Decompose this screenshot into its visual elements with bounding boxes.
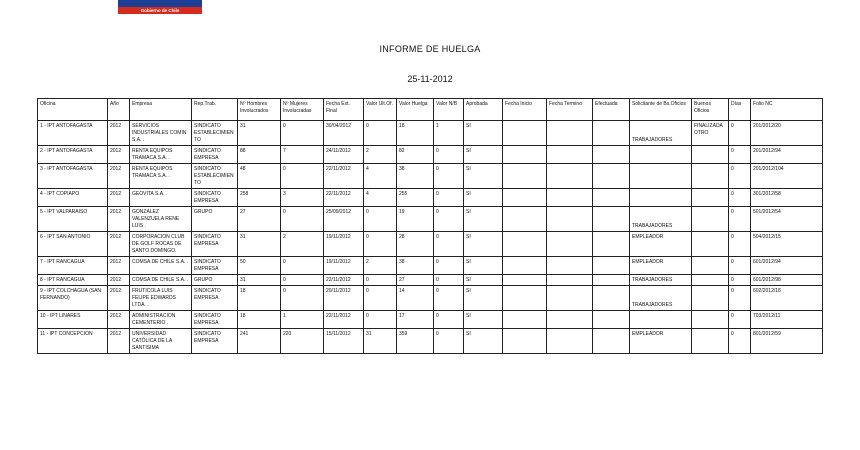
table-row [38, 189, 823, 207]
table-cell [593, 286, 630, 311]
table-cell: 31 [238, 232, 281, 257]
table-cell: 4 [364, 164, 397, 189]
table-cell: 14 [397, 286, 434, 311]
table-row [38, 207, 823, 232]
table-cell: 50 [238, 257, 281, 275]
table-cell: 2012 [108, 189, 130, 207]
column-header: Fecha Inicio [503, 99, 547, 121]
report-date: 25-11-2012 [407, 74, 453, 84]
table-row [38, 329, 823, 354]
table-cell: 38 [397, 257, 434, 275]
table-cell [593, 164, 630, 189]
table-cell: 11 - IPT CONCEPCION [38, 329, 108, 354]
table-cell: 0 [364, 275, 397, 286]
table-cell: 88 [238, 146, 281, 164]
table-cell: COMSA DE CHILE S.A. . [130, 275, 192, 286]
table-cell [503, 146, 547, 164]
table-cell: 22/11/2012 [324, 275, 364, 286]
table-cell [547, 286, 593, 311]
table-cell [503, 232, 547, 257]
table-cell: GRUPO [192, 207, 238, 232]
table-cell: 0 [434, 286, 464, 311]
table-cell: SI [464, 146, 503, 164]
table-cell: 2012 [108, 232, 130, 257]
table-cell: GEOVITA S.A. . [130, 189, 192, 207]
table-cell: 31 [238, 121, 281, 146]
table-cell [503, 164, 547, 189]
table-cell: 258 [238, 189, 281, 207]
table-cell: 201/2012/94 [751, 146, 823, 164]
table-cell: 0 [364, 207, 397, 232]
table-cell: 801/2012/59 [751, 329, 823, 354]
table-row [38, 121, 823, 146]
table-cell: SI [464, 189, 503, 207]
table-cell: 20/11/2012 [324, 286, 364, 311]
table-cell [593, 189, 630, 207]
table-cell [692, 329, 729, 354]
table-cell: 7 [281, 146, 324, 164]
table-cell [630, 164, 692, 189]
column-header: Empresa [130, 99, 192, 121]
table-cell: 4 - IPT COPIAPO [38, 189, 108, 207]
table-cell: TRABAJADORES [630, 275, 692, 286]
column-header: Fecha Termino [547, 99, 593, 121]
table-cell: 18 [238, 311, 281, 329]
table-cell: 22/11/2012 [324, 164, 364, 189]
table-cell: 22/11/2012 [324, 189, 364, 207]
column-header: Fecha Ext. Final [324, 99, 364, 121]
table-cell [692, 257, 729, 275]
table-cell: 0 [729, 146, 751, 164]
table-cell: RENTA EQUIPOS TRAMACA S.A. . [130, 146, 192, 164]
table-cell: 1 [281, 311, 324, 329]
table-cell: 220 [281, 329, 324, 354]
table-cell: 501/2012/54 [751, 207, 823, 232]
logo-text: Gobierno de Chile [140, 8, 180, 13]
table-cell: FRUTICOLA LUIS FELIPE EDWARDS LTDA. . [130, 286, 192, 311]
table-cell: 25/09/2012 [324, 207, 364, 232]
table-row [38, 275, 823, 286]
table-cell: 19/11/2012 [324, 257, 364, 275]
table-cell: SINDICATO EMPRESA [192, 311, 238, 329]
table-cell [503, 257, 547, 275]
table-cell: 28 [397, 232, 434, 257]
table-cell: 0 [434, 311, 464, 329]
table-cell: TRABAJADORES [630, 286, 692, 311]
column-header: Valor N/B [434, 99, 464, 121]
table-cell: 0 [281, 121, 324, 146]
table-cell: 2012 [108, 164, 130, 189]
table-cell: 2012 [108, 329, 130, 354]
table-row [38, 257, 823, 275]
strike-report-table [37, 98, 823, 354]
table-cell: SINDICATO EMPRESA [192, 146, 238, 164]
table-cell [692, 207, 729, 232]
table-cell: 0 [364, 121, 397, 146]
table-cell: 2 [281, 232, 324, 257]
table-cell: 82 [397, 146, 434, 164]
table-cell: SI [464, 164, 503, 189]
table-cell: 2012 [108, 311, 130, 329]
table-cell: UNIVERSIDAD CATÓLICA DE LA SANTISIMA [130, 329, 192, 354]
table-cell: SI [464, 275, 503, 286]
table-cell: 9 - IPT COLCHAGUA (SAN FERNANDO) [38, 286, 108, 311]
table-cell: 3 [281, 189, 324, 207]
table-cell: SI [464, 207, 503, 232]
table-cell: EMPLEADOR [630, 257, 692, 275]
table-cell: RENTA EQUIPOS TRAMACA S.A. . [130, 164, 192, 189]
table-cell: 30/04/2012 [324, 121, 364, 146]
table-cell: 0 [729, 275, 751, 286]
column-header: Valor Huelga [397, 99, 434, 121]
table-cell: 0 [729, 164, 751, 189]
table-cell: SINDICATO ESTABLECIMIENTO [192, 164, 238, 189]
table-cell [503, 121, 547, 146]
table-cell: 201/2012/104 [751, 164, 823, 189]
table-cell [692, 311, 729, 329]
column-header: Buenos Oficios [692, 99, 729, 121]
table-cell: 31 [238, 275, 281, 286]
table-cell [503, 329, 547, 354]
table-cell: ADMINISTRACION CEMENTERIO . [130, 311, 192, 329]
table-cell [692, 164, 729, 189]
table-cell: 2 - IPT ANTOFAGASTA [38, 146, 108, 164]
column-header: Nº Mujeres Involucradas [281, 99, 324, 121]
table-cell: EMPLEADOR [630, 232, 692, 257]
table-body [38, 121, 823, 354]
table-cell: 0 [729, 286, 751, 311]
column-header: Aprobada [464, 99, 503, 121]
table-cell [593, 121, 630, 146]
table-cell: SINDICATO EMPRESA [192, 329, 238, 354]
table-cell: 2012 [108, 275, 130, 286]
table-cell: 255 [397, 189, 434, 207]
table-cell: 602/2012/18 [751, 286, 823, 311]
table-cell: 2012 [108, 207, 130, 232]
table-cell: 301/2012/58 [751, 189, 823, 207]
table-cell: SI [464, 311, 503, 329]
table-cell: 10 - IPT LINARES [38, 311, 108, 329]
table-cell: 2012 [108, 257, 130, 275]
table-cell [593, 207, 630, 232]
table-header-row [38, 99, 823, 121]
table-cell: 0 [281, 275, 324, 286]
table-cell [503, 275, 547, 286]
table-cell [593, 311, 630, 329]
table-cell: 703/2012/11 [751, 311, 823, 329]
table-cell: 0 [364, 286, 397, 311]
table-cell: 2012 [108, 146, 130, 164]
table-row [38, 146, 823, 164]
table-cell: 27 [238, 207, 281, 232]
column-header: Nº Hombres Involucrados [238, 99, 281, 121]
table-cell: 15/11/2012 [324, 329, 364, 354]
table-row [38, 286, 823, 311]
column-header: Oficina [38, 99, 108, 121]
table-cell: 2012 [108, 286, 130, 311]
table-cell: 0 [729, 121, 751, 146]
table-cell [547, 275, 593, 286]
table-cell [547, 189, 593, 207]
table-cell: CORPORACION CLUB DE GOLF ROCAS DE SANTO DOMINGO. [130, 232, 192, 257]
table-cell: 0 [729, 329, 751, 354]
table-cell: 18 [397, 121, 434, 146]
table-cell [692, 286, 729, 311]
table-cell: 0 [434, 146, 464, 164]
table-cell: 27 [397, 275, 434, 286]
table-cell: SINDICATO ESTABLECIMIENTO [192, 121, 238, 146]
table-cell: SINDICATO EMPRESA [192, 257, 238, 275]
table-cell [547, 207, 593, 232]
table-cell: SI [464, 257, 503, 275]
government-logo [118, 0, 202, 14]
table-cell: COMSA DE CHILE S.A. . [130, 257, 192, 275]
table-cell [692, 275, 729, 286]
table-cell [503, 286, 547, 311]
table-cell: 601/2012/98 [751, 275, 823, 286]
table-cell: 1 - IPT ANTOFAGASTA [38, 121, 108, 146]
table-cell: GONZALEZ VALENZUELA RENE LUIS . [130, 207, 192, 232]
table-cell: 0 [281, 286, 324, 311]
table-cell [593, 257, 630, 275]
table-cell: 0 [729, 311, 751, 329]
table-cell: 0 [434, 275, 464, 286]
table-row [38, 311, 823, 329]
table-cell: 201/2012/20 [751, 121, 823, 146]
table-cell: 6 - IPT SAN ANTONIO [38, 232, 108, 257]
table-cell: 19/11/2012 [324, 232, 364, 257]
table-cell: 0 [729, 232, 751, 257]
table-cell: 0 [729, 189, 751, 207]
table-cell: 22/11/2012 [324, 311, 364, 329]
table-cell: TRABAJADORES [630, 207, 692, 232]
table-cell: 24/11/2012 [324, 146, 364, 164]
table-cell [547, 329, 593, 354]
table-cell: 0 [364, 232, 397, 257]
table-cell: 0 [364, 311, 397, 329]
table-cell: 504/2012/15 [751, 232, 823, 257]
table-cell: 601/2012/94 [751, 257, 823, 275]
table-cell: SI [464, 286, 503, 311]
table-cell [630, 311, 692, 329]
report-title: INFORME DE HUELGA [379, 44, 481, 54]
table-cell: 0 [729, 257, 751, 275]
column-header: Rep.Trab. [192, 99, 238, 121]
table-cell: 7 - IPT RANCAGUA [38, 257, 108, 275]
table-cell [547, 311, 593, 329]
table-cell: 31 [364, 329, 397, 354]
table-cell [547, 257, 593, 275]
table-cell [593, 275, 630, 286]
table-cell [547, 121, 593, 146]
table-cell: 0 [434, 232, 464, 257]
table-cell: SINDICATO EMPRESA [192, 286, 238, 311]
table-cell [503, 189, 547, 207]
table-cell: SINDICATO EMPRESA [192, 232, 238, 257]
table-cell [593, 329, 630, 354]
table-cell: 0 [434, 257, 464, 275]
table-cell: SI [464, 329, 503, 354]
table-cell: 48 [238, 164, 281, 189]
table-cell: 359 [397, 329, 434, 354]
table-cell: SERVICIOS INDUSTRIALES COMIN S.A. . [130, 121, 192, 146]
table-cell: FINALIZADA OTRO [692, 121, 729, 146]
table-cell: 8 - IPT RANCAGUA [38, 275, 108, 286]
table-cell: 0 [729, 207, 751, 232]
table-cell: 18 [238, 286, 281, 311]
table-cell: SI [464, 232, 503, 257]
table-cell [503, 207, 547, 232]
table-cell: 0 [434, 207, 464, 232]
table-cell: GRUPO [192, 275, 238, 286]
table-cell [503, 311, 547, 329]
table-cell: 3 - IPT ANTOFAGASTA [38, 164, 108, 189]
table-cell: 5 - IPT VALPARAISO [38, 207, 108, 232]
table-cell: 2 [364, 257, 397, 275]
table-cell: 241 [238, 329, 281, 354]
column-header: Efectuada [593, 99, 630, 121]
column-header: Folio NC [751, 99, 823, 121]
table-cell [547, 164, 593, 189]
table-cell: 19 [397, 207, 434, 232]
table-cell: SINDICATO EMPRESA [192, 189, 238, 207]
table-cell: 0 [281, 207, 324, 232]
table-cell [692, 146, 729, 164]
table-row [38, 232, 823, 257]
column-header: Días [729, 99, 751, 121]
table-cell: 0 [434, 189, 464, 207]
table-row [38, 164, 823, 189]
table-cell: 0 [281, 257, 324, 275]
table-cell: 4 [364, 189, 397, 207]
table-cell [547, 146, 593, 164]
column-header: Año [108, 99, 130, 121]
table-cell: 1 [434, 121, 464, 146]
column-header: Valor Ult.Of. [364, 99, 397, 121]
table-cell: SI [464, 121, 503, 146]
table-cell: 17 [397, 311, 434, 329]
table-cell [593, 146, 630, 164]
table-cell: TRABAJADORES [630, 121, 692, 146]
table-cell [630, 146, 692, 164]
table-cell: 2 [364, 146, 397, 164]
table-cell [547, 232, 593, 257]
table-cell [692, 189, 729, 207]
table-cell: 0 [281, 164, 324, 189]
table-cell [630, 189, 692, 207]
column-header: Solicitante de Bs.Oficios [630, 99, 692, 121]
table-cell: 38 [397, 164, 434, 189]
table-cell: 2012 [108, 121, 130, 146]
table-cell: 0 [434, 329, 464, 354]
table-cell [593, 232, 630, 257]
table-cell [692, 232, 729, 257]
table-cell: 0 [434, 164, 464, 189]
table-cell: EMPLEADOR [630, 329, 692, 354]
